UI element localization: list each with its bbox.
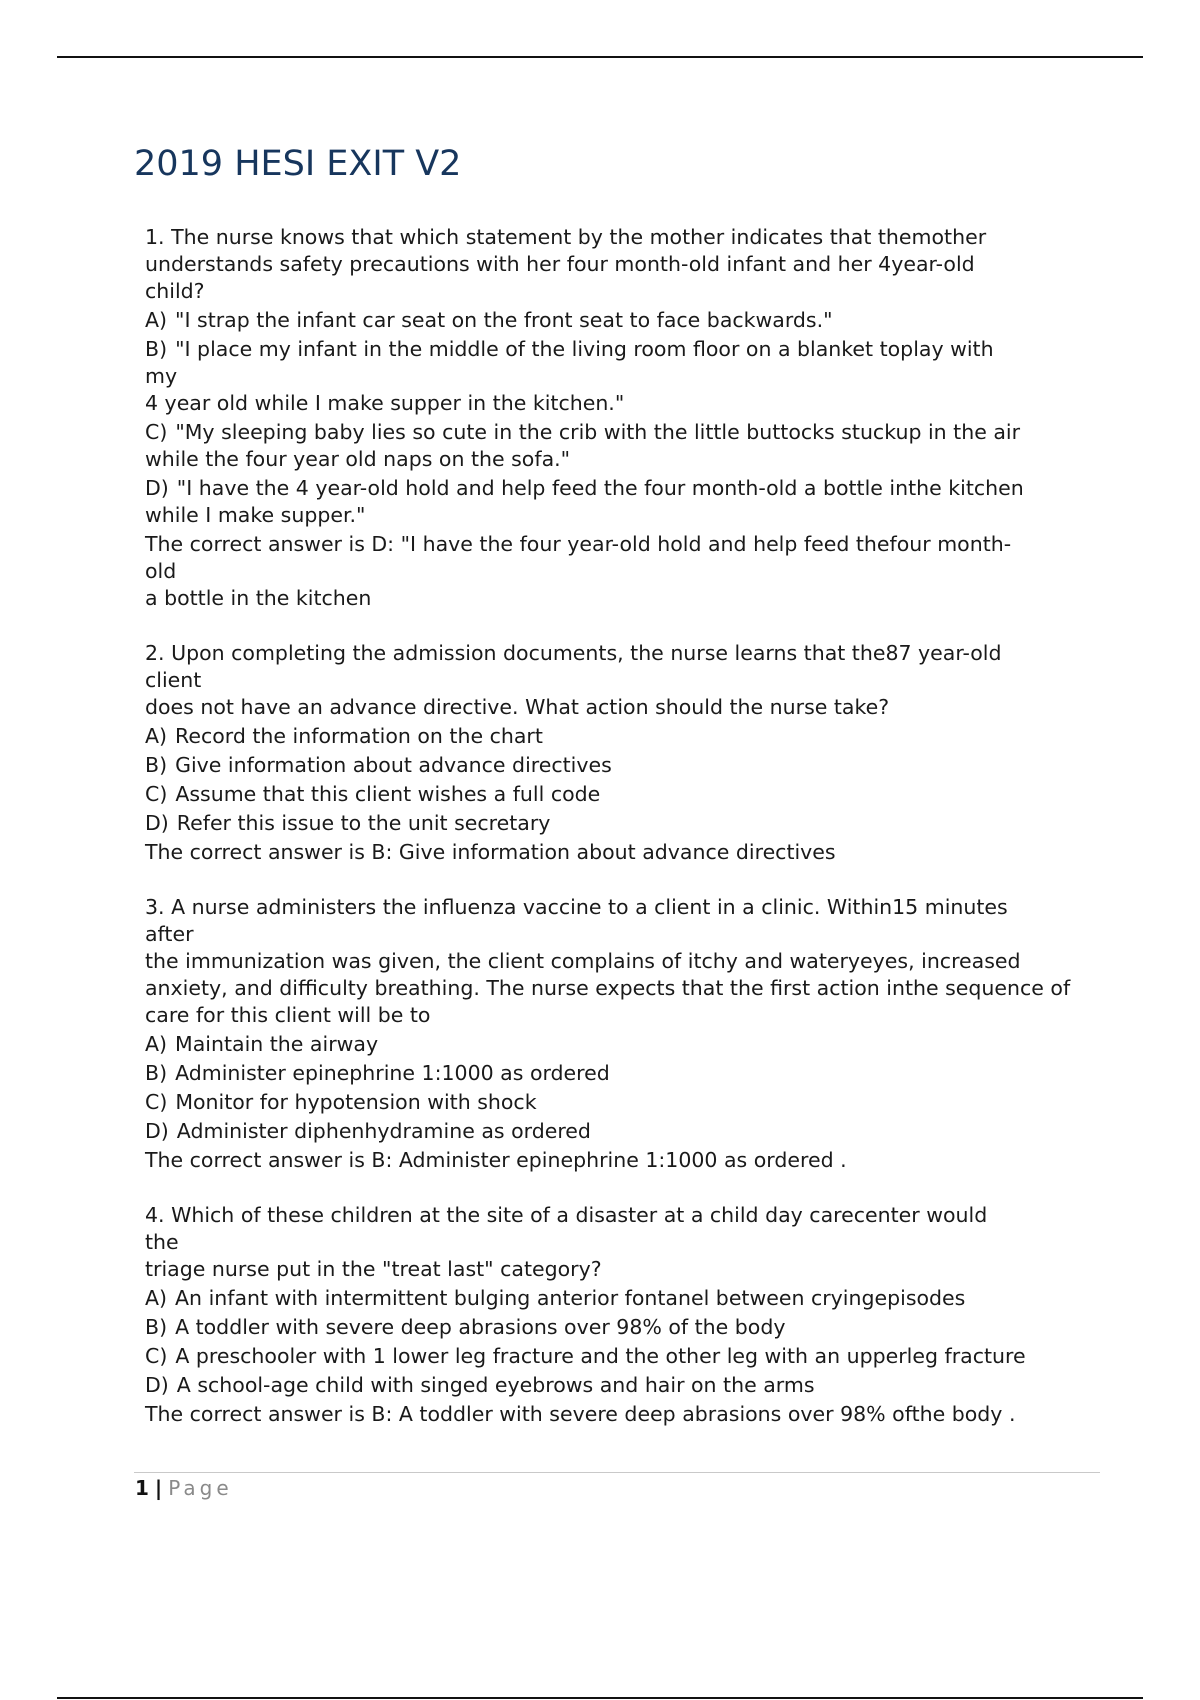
question-stem-line: client — [145, 668, 202, 692]
option-d — [145, 810, 1085, 837]
option-c — [145, 781, 1085, 808]
option-text: "I place my infant in the middle of the living room floor on a blanket toplay with — [175, 337, 994, 361]
question-stem-line: child? — [145, 279, 205, 303]
question-stem-line: after — [145, 922, 194, 946]
question-stem-line: 4. Which of these children at the site of a disaster at a child day carecenter would — [145, 1203, 988, 1227]
option-text: Assume that this client wishes a full code — [175, 782, 601, 806]
option-letter: B) — [145, 1315, 168, 1339]
correct-answer-line: The correct answer is B: Administer epinephrine 1:1000 as ordered . — [145, 1148, 847, 1172]
correct-answer-line: a bottle in the kitchen — [145, 586, 372, 610]
option-letter: C) — [145, 420, 168, 444]
option-text: "My sleeping baby lies so cute in the crib with the little buttocks stuckup in the air — [175, 420, 1021, 444]
option-letter: B) — [145, 1061, 168, 1085]
question-stem-line: 3. A nurse administers the influenza vaccine to a client in a clinic. Within15 minutes — [145, 895, 1008, 919]
option-a — [145, 307, 1085, 334]
option-letter: B) — [145, 337, 168, 361]
option-letter: C) — [145, 1090, 168, 1114]
option-letter: C) — [145, 1344, 168, 1368]
option-text-continuation: 4 year old while I make supper in the kitchen." — [145, 391, 625, 415]
footer-separator: | — [154, 1476, 163, 1500]
top-rule — [57, 56, 1143, 58]
option-c — [145, 1343, 1085, 1370]
option-text: A preschooler with 1 lower leg fracture and the other leg with an upperleg fracture — [175, 1344, 1026, 1368]
question-stem-line: the — [145, 1230, 179, 1254]
page-label: Page — [168, 1476, 233, 1500]
page-footer — [135, 1476, 233, 1500]
option-d — [145, 1372, 1085, 1399]
footer-rule — [134, 1472, 1100, 1473]
option-c — [145, 419, 1085, 446]
option-d — [145, 475, 1085, 502]
question-stem-line: care for this client will be to — [145, 1003, 431, 1027]
bottom-rule — [57, 1697, 1143, 1699]
option-text: A school-age child with singed eyebrows and hair on the arms — [176, 1373, 815, 1397]
question-stem-line: anxiety, and difficulty breathing. The nurse expects that the first action inthe sequence of — [145, 976, 1071, 1000]
option-text: Maintain the airway — [175, 1032, 379, 1056]
question-stem-line: does not have an advance directive. What action should the nurse take? — [145, 695, 890, 719]
option-text: Give information about advance directives — [175, 753, 612, 777]
option-text: Record the information on the chart — [175, 724, 543, 748]
option-letter: A) — [145, 1032, 168, 1056]
option-text: An infant with intermittent bulging anterior fontanel between cryingepisodes — [175, 1286, 966, 1310]
option-text: Refer this issue to the unit secretary — [176, 811, 551, 835]
question-stem-line: 1. The nurse knows that which statement by the mother indicates that themother — [145, 225, 987, 249]
question-1 — [145, 224, 1085, 612]
option-text: A toddler with severe deep abrasions over 98% of the body — [175, 1315, 786, 1339]
option-text: Administer epinephrine 1:1000 as ordered — [175, 1061, 610, 1085]
option-letter: D) — [145, 1119, 169, 1143]
option-text: Administer diphenhydramine as ordered — [176, 1119, 591, 1143]
page-number: 1 — [135, 1476, 149, 1500]
correct-answer-line: The correct answer is D: "I have the four year-old hold and help feed thefour month- — [145, 532, 1012, 556]
question-stem-line: understands safety precautions with her four month-old infant and her 4year-old — [145, 252, 975, 276]
option-b — [145, 336, 1085, 363]
question-2 — [145, 640, 1085, 866]
document-title: 2019 HESI EXIT V2 — [134, 144, 462, 184]
option-text-continuation: my — [145, 364, 178, 388]
option-a — [145, 723, 1085, 750]
option-b — [145, 1314, 1085, 1341]
question-4 — [145, 1202, 1085, 1428]
option-letter: C) — [145, 782, 168, 806]
question-stem-line: the immunization was given, the client complains of itchy and wateryeyes, increased — [145, 949, 1021, 973]
option-a — [145, 1285, 1085, 1312]
option-text-continuation: while the four year old naps on the sofa." — [145, 447, 571, 471]
option-text: "I have the 4 year-old hold and help feed the four month-old a bottle inthe kitchen — [176, 476, 1024, 500]
correct-answer-line: old — [145, 559, 177, 583]
question-list — [145, 224, 1085, 1456]
option-text-continuation: while I make supper." — [145, 503, 366, 527]
option-d — [145, 1118, 1085, 1145]
option-b — [145, 1060, 1085, 1087]
option-letter: D) — [145, 1373, 169, 1397]
option-c — [145, 1089, 1085, 1116]
option-letter: A) — [145, 724, 168, 748]
option-letter: D) — [145, 811, 169, 835]
question-stem-line: triage nurse put in the "treat last" category? — [145, 1257, 602, 1281]
question-3 — [145, 894, 1085, 1174]
option-b — [145, 752, 1085, 779]
option-text: "I strap the infant car seat on the front seat to face backwards." — [175, 308, 833, 332]
correct-answer-line: The correct answer is B: Give information about advance directives — [145, 840, 836, 864]
option-a — [145, 1031, 1085, 1058]
option-letter: A) — [145, 308, 168, 332]
option-letter: D) — [145, 476, 169, 500]
correct-answer-line: The correct answer is B: A toddler with severe deep abrasions over 98% ofthe body . — [145, 1402, 1016, 1426]
option-text: Monitor for hypotension with shock — [175, 1090, 537, 1114]
question-stem-line: 2. Upon completing the admission documents, the nurse learns that the87 year-old — [145, 641, 1002, 665]
option-letter: B) — [145, 753, 168, 777]
option-letter: A) — [145, 1286, 168, 1310]
